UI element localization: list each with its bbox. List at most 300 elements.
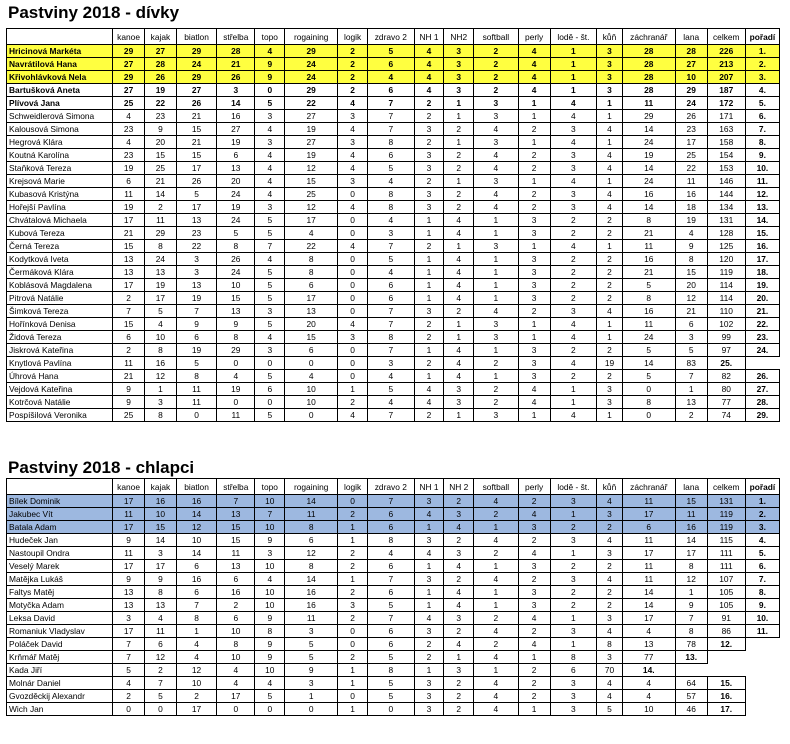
girls-score-cell: 26 bbox=[176, 175, 216, 188]
girls-score-cell: 21 bbox=[113, 227, 145, 240]
girls-score-cell: 4 bbox=[338, 149, 368, 162]
girls-score-cell: 1 bbox=[550, 58, 597, 71]
girls-score-cell: 1 bbox=[597, 331, 622, 344]
girls-score-cell: 16 bbox=[217, 110, 255, 123]
girls-score-cell: 24 bbox=[217, 266, 255, 279]
girls-rank-cell: 22. bbox=[745, 318, 779, 331]
boys-score-cell: 3 bbox=[550, 703, 597, 716]
girls-score-cell: 26 bbox=[217, 253, 255, 266]
girls-score-cell: 4 bbox=[597, 201, 622, 214]
girls-score-cell: 19 bbox=[285, 123, 338, 136]
boys-score-cell: 3 bbox=[550, 677, 597, 690]
boys-score-cell: 14 bbox=[622, 599, 675, 612]
girls-score-cell: 25 bbox=[285, 188, 338, 201]
girls-score-cell: 5 bbox=[255, 279, 285, 292]
girls-score-cell: 0 bbox=[255, 396, 285, 409]
girls-table-row bbox=[7, 292, 780, 305]
girls-score-cell: 1 bbox=[474, 214, 519, 227]
boys-score-cell: 4 bbox=[444, 599, 474, 612]
boys-score-cell: 4 bbox=[518, 508, 550, 521]
boys-table-row bbox=[7, 703, 780, 716]
boys-score-cell: 4 bbox=[217, 664, 255, 677]
boys-score-cell: 2 bbox=[444, 534, 474, 547]
boys-score-cell: 2 bbox=[414, 651, 444, 664]
girls-score-cell: 4 bbox=[518, 396, 550, 409]
girls-score-cell: 4 bbox=[597, 149, 622, 162]
girls-score-cell: 4 bbox=[444, 214, 474, 227]
girls-score-cell: 19 bbox=[145, 279, 177, 292]
boys-score-cell: 4 bbox=[474, 677, 519, 690]
boys-name-cell: Krňmář Matěj bbox=[7, 651, 113, 664]
boys-score-cell: 9 bbox=[675, 599, 707, 612]
girls-score-cell: 22 bbox=[285, 240, 338, 253]
boys-score-cell: 131 bbox=[707, 495, 745, 508]
girls-score-cell: 3 bbox=[444, 396, 474, 409]
girls-score-cell: 3 bbox=[255, 344, 285, 357]
boys-score-cell: 2 bbox=[338, 560, 368, 573]
girls-score-cell: 8 bbox=[285, 266, 338, 279]
girls-score-cell: 2 bbox=[444, 305, 474, 318]
girls-score-cell: 2 bbox=[550, 370, 597, 383]
boys-score-cell: 3 bbox=[444, 664, 474, 677]
girls-score-cell: 5 bbox=[176, 188, 216, 201]
boys-score-cell: 14 bbox=[285, 495, 338, 508]
girls-score-cell: 3 bbox=[414, 149, 444, 162]
girls-score-cell: 15 bbox=[217, 292, 255, 305]
girls-score-cell: 22 bbox=[675, 162, 707, 175]
girls-score-cell: 6 bbox=[113, 331, 145, 344]
girls-score-cell: 28 bbox=[622, 58, 675, 71]
boys-score-cell: 17 bbox=[145, 560, 177, 573]
boys-table-row bbox=[7, 677, 780, 690]
girls-score-cell: 3 bbox=[550, 149, 597, 162]
boys-score-cell: 13 bbox=[622, 638, 675, 651]
girls-score-cell: 16 bbox=[675, 188, 707, 201]
girls-score-cell: 4 bbox=[550, 136, 597, 149]
girls-score-cell: 2 bbox=[414, 136, 444, 149]
girls-score-cell: 1 bbox=[444, 331, 474, 344]
boys-score-cell: 3 bbox=[550, 495, 597, 508]
girls-score-cell: 4 bbox=[338, 318, 368, 331]
girls-score-cell: 4 bbox=[414, 58, 444, 71]
girls-score-cell: 13 bbox=[285, 305, 338, 318]
boys-score-cell: 7 bbox=[367, 612, 414, 625]
girls-score-cell: 10 bbox=[217, 279, 255, 292]
boys-score-cell: 2 bbox=[550, 599, 597, 612]
girls-rank-cell: 13. bbox=[745, 201, 779, 214]
boys-table-row bbox=[7, 495, 780, 508]
boys-score-cell: 12 bbox=[145, 651, 177, 664]
girls-score-cell: 1 bbox=[474, 344, 519, 357]
boys-score-cell: 16 bbox=[285, 599, 338, 612]
girls-score-cell: 4 bbox=[550, 357, 597, 370]
girls-score-cell: 27 bbox=[285, 110, 338, 123]
boys-score-cell: 1 bbox=[550, 638, 597, 651]
girls-score-cell: 4 bbox=[474, 188, 519, 201]
girls-score-cell: 114 bbox=[707, 279, 745, 292]
girls-score-cell: 4 bbox=[444, 344, 474, 357]
boys-score-cell: 17 bbox=[113, 625, 145, 638]
girls-name-cell: Šimková Tereza bbox=[7, 305, 113, 318]
girls-score-cell: 9 bbox=[255, 71, 285, 84]
boys-score-cell: 1 bbox=[474, 521, 519, 534]
girls-score-cell: 2 bbox=[444, 188, 474, 201]
boys-score-cell: 10 bbox=[145, 508, 177, 521]
girls-score-cell: 4 bbox=[444, 227, 474, 240]
girls-score-cell: 10 bbox=[285, 396, 338, 409]
girls-score-cell: 4 bbox=[444, 279, 474, 292]
girls-score-cell: 0 bbox=[338, 253, 368, 266]
girls-name-cell: Koblásová Magdalena bbox=[7, 279, 113, 292]
girls-score-cell: 4 bbox=[597, 162, 622, 175]
boys-score-cell: 14 bbox=[285, 573, 338, 586]
girls-score-cell: 8 bbox=[367, 188, 414, 201]
boys-col-header: záchranář bbox=[622, 479, 675, 495]
boys-name-cell: Nastoupil Ondra bbox=[7, 547, 113, 560]
boys-col-header: biatlon bbox=[176, 479, 216, 495]
girls-score-cell: 3 bbox=[255, 201, 285, 214]
boys-score-cell: 4 bbox=[176, 638, 216, 651]
boys-score-cell: 4 bbox=[474, 690, 519, 703]
girls-score-cell: 2 bbox=[444, 123, 474, 136]
girls-score-cell: 13 bbox=[176, 214, 216, 227]
boys-score-cell: 2 bbox=[518, 690, 550, 703]
girls-score-cell: 10 bbox=[285, 383, 338, 396]
boys-score-cell: 7 bbox=[367, 495, 414, 508]
boys-score-cell: 4 bbox=[255, 677, 285, 690]
girls-name-cell: Staňková Tereza bbox=[7, 162, 113, 175]
boys-score-cell: 4 bbox=[597, 625, 622, 638]
girls-score-cell: 2 bbox=[444, 149, 474, 162]
girls-score-cell: 83 bbox=[675, 357, 707, 370]
girls-score-cell: 1 bbox=[597, 240, 622, 253]
girls-score-cell: 11 bbox=[176, 396, 216, 409]
boys-score-cell: 0 bbox=[113, 703, 145, 716]
boys-score-cell: 11 bbox=[285, 508, 338, 521]
girls-score-cell: 1 bbox=[518, 331, 550, 344]
girls-score-cell: 1 bbox=[444, 175, 474, 188]
girls-score-cell: 2 bbox=[338, 71, 368, 84]
girls-score-cell: 15 bbox=[285, 331, 338, 344]
girls-score-cell: 28 bbox=[217, 45, 255, 58]
girls-score-cell: 3 bbox=[338, 110, 368, 123]
girls-score-cell: 5 bbox=[622, 279, 675, 292]
girls-score-cell: 4 bbox=[255, 175, 285, 188]
girls-score-cell: 4 bbox=[113, 110, 145, 123]
girls-score-cell: 3 bbox=[474, 318, 519, 331]
girls-score-cell: 17 bbox=[113, 214, 145, 227]
girls-score-cell: 17 bbox=[113, 279, 145, 292]
boys-score-cell: 1 bbox=[518, 703, 550, 716]
girls-score-cell: 4 bbox=[550, 175, 597, 188]
boys-score-cell: 3 bbox=[285, 625, 338, 638]
girls-score-cell: 6 bbox=[367, 292, 414, 305]
girls-score-cell: 19 bbox=[176, 344, 216, 357]
girls-score-cell: 2 bbox=[474, 383, 519, 396]
girls-score-cell: 4 bbox=[444, 370, 474, 383]
boys-score-cell: 6 bbox=[622, 521, 675, 534]
girls-score-cell: 1 bbox=[550, 84, 597, 97]
boys-score-cell: 11 bbox=[285, 612, 338, 625]
boys-score-cell: 2 bbox=[444, 625, 474, 638]
girls-score-cell: 4 bbox=[474, 123, 519, 136]
girls-rank-cell: 4. bbox=[745, 84, 779, 97]
girls-score-cell: 4 bbox=[550, 331, 597, 344]
girls-score-cell: 3 bbox=[474, 409, 519, 422]
girls-score-cell: 3 bbox=[367, 357, 414, 370]
boys-col-header: perly bbox=[518, 479, 550, 495]
girls-score-cell: 3 bbox=[444, 84, 474, 97]
girls-score-cell: 2 bbox=[518, 305, 550, 318]
girls-score-cell: 16 bbox=[145, 357, 177, 370]
boys-rank-cell: 11. bbox=[745, 625, 779, 638]
boys-score-cell: 9 bbox=[255, 534, 285, 547]
girls-score-cell: 3 bbox=[444, 383, 474, 396]
boys-col-header: kanoe bbox=[113, 479, 145, 495]
girls-score-cell: 4 bbox=[414, 383, 444, 396]
girls-score-cell: 1 bbox=[444, 240, 474, 253]
girls-table-row bbox=[7, 279, 780, 292]
boys-score-cell: 16 bbox=[176, 495, 216, 508]
girls-score-cell: 24 bbox=[217, 214, 255, 227]
girls-score-cell: 6 bbox=[285, 344, 338, 357]
girls-score-cell: 17 bbox=[285, 292, 338, 305]
girls-score-cell: 6 bbox=[285, 279, 338, 292]
girls-score-cell: 14 bbox=[622, 201, 675, 214]
girls-score-cell: 8 bbox=[675, 253, 707, 266]
girls-col-header: lana bbox=[675, 29, 707, 45]
girls-score-cell: 3 bbox=[474, 97, 519, 110]
girls-score-cell: 4 bbox=[145, 318, 177, 331]
girls-score-cell: 19 bbox=[113, 162, 145, 175]
boys-score-cell: 1 bbox=[414, 560, 444, 573]
girls-score-cell: 1 bbox=[518, 318, 550, 331]
girls-table-row bbox=[7, 162, 780, 175]
girls-score-cell: 2 bbox=[550, 253, 597, 266]
girls-table-row bbox=[7, 383, 780, 396]
girls-score-cell: 22 bbox=[176, 240, 216, 253]
girls-score-cell: 27 bbox=[675, 58, 707, 71]
girls-score-cell: 4 bbox=[474, 201, 519, 214]
boys-score-cell: 15 bbox=[217, 534, 255, 547]
boys-score-cell: 4 bbox=[255, 573, 285, 586]
girls-score-cell: 12 bbox=[675, 292, 707, 305]
girls-score-cell: 2 bbox=[550, 266, 597, 279]
girls-rank-cell: 15. bbox=[745, 227, 779, 240]
boys-score-cell: 2 bbox=[338, 508, 368, 521]
boys-col-header: střelba bbox=[217, 479, 255, 495]
girls-col-header: pořadí bbox=[745, 29, 779, 45]
girls-rank-cell: 24. bbox=[745, 344, 779, 357]
girls-score-cell: 0 bbox=[338, 292, 368, 305]
girls-score-cell: 12 bbox=[145, 370, 177, 383]
boys-score-cell: 3 bbox=[444, 547, 474, 560]
boys-score-cell: 17 bbox=[675, 547, 707, 560]
boys-rank-cell: 5. bbox=[745, 547, 779, 560]
boys-score-cell: 2 bbox=[474, 547, 519, 560]
girls-score-cell: 5 bbox=[255, 409, 285, 422]
girls-score-cell: 1 bbox=[474, 370, 519, 383]
boys-score-cell: 12 bbox=[285, 547, 338, 560]
boys-score-cell: 3 bbox=[518, 586, 550, 599]
girls-score-cell: 14 bbox=[217, 97, 255, 110]
girls-score-cell: 8 bbox=[367, 331, 414, 344]
girls-table-row bbox=[7, 344, 780, 357]
girls-score-cell: 29 bbox=[622, 110, 675, 123]
girls-score-cell: 3 bbox=[414, 305, 444, 318]
girls-score-cell: 0 bbox=[338, 266, 368, 279]
girls-section-title: Pastviny 2018 - dívky bbox=[8, 3, 180, 22]
boys-table-row bbox=[7, 625, 780, 638]
girls-score-cell: 11 bbox=[622, 97, 675, 110]
girls-score-cell: 0 bbox=[338, 370, 368, 383]
girls-score-cell: 4 bbox=[550, 110, 597, 123]
boys-score-cell: 1 bbox=[176, 625, 216, 638]
girls-score-cell: 2 bbox=[518, 149, 550, 162]
girls-score-cell: 4 bbox=[338, 240, 368, 253]
boys-score-cell: 3 bbox=[518, 521, 550, 534]
boys-score-cell: 3 bbox=[444, 612, 474, 625]
girls-score-cell: 13 bbox=[675, 396, 707, 409]
boys-score-cell: 6 bbox=[367, 508, 414, 521]
boys-score-cell: 4 bbox=[474, 534, 519, 547]
girls-score-cell: 1 bbox=[145, 383, 177, 396]
boys-score-cell: 1 bbox=[338, 521, 368, 534]
girls-score-cell: 19 bbox=[217, 383, 255, 396]
boys-score-cell: 64 bbox=[675, 677, 707, 690]
boys-score-cell: 4 bbox=[444, 586, 474, 599]
boys-score-cell: 5 bbox=[367, 651, 414, 664]
boys-score-cell: 7 bbox=[217, 495, 255, 508]
girls-score-cell: 5 bbox=[217, 227, 255, 240]
girls-score-cell: 19 bbox=[145, 84, 177, 97]
girls-score-cell: 97 bbox=[707, 344, 745, 357]
boys-score-cell: 4 bbox=[113, 677, 145, 690]
girls-name-cell: Hegrová Klára bbox=[7, 136, 113, 149]
boys-section-title: Pastviny 2018 - chlapci bbox=[8, 458, 195, 477]
girls-score-cell: 1 bbox=[597, 175, 622, 188]
girls-score-cell: 1 bbox=[597, 97, 622, 110]
girls-score-cell: 25 bbox=[113, 409, 145, 422]
boys-rank-cell: 8. bbox=[745, 586, 779, 599]
girls-score-cell: 146 bbox=[707, 175, 745, 188]
boys-score-cell: 3 bbox=[597, 612, 622, 625]
girls-table-row bbox=[7, 97, 780, 110]
girls-table-row bbox=[7, 318, 780, 331]
girls-score-cell: 2 bbox=[145, 201, 177, 214]
girls-score-cell: 1 bbox=[518, 136, 550, 149]
girls-score-cell: 7 bbox=[367, 305, 414, 318]
boys-name-cell: Wich Jan bbox=[7, 703, 113, 716]
boys-score-cell: 1 bbox=[474, 586, 519, 599]
boys-col-header: kajak bbox=[145, 479, 177, 495]
girls-score-cell: 4 bbox=[414, 84, 444, 97]
boys-score-cell: 0 bbox=[338, 495, 368, 508]
girls-score-cell: 15 bbox=[145, 149, 177, 162]
girls-score-cell: 119 bbox=[707, 266, 745, 279]
girls-score-cell: 4 bbox=[367, 396, 414, 409]
girls-name-cell: Krejsová Marie bbox=[7, 175, 113, 188]
girls-score-cell: 4 bbox=[474, 149, 519, 162]
boys-results-table bbox=[6, 478, 780, 716]
girls-score-cell: 17 bbox=[285, 214, 338, 227]
boys-score-cell: 8 bbox=[367, 534, 414, 547]
boys-score-cell: 10 bbox=[217, 625, 255, 638]
girls-score-cell: 2 bbox=[474, 84, 519, 97]
girls-score-cell: 21 bbox=[113, 370, 145, 383]
girls-name-cell: Chvátalová Michaela bbox=[7, 214, 113, 227]
boys-score-cell: 2 bbox=[176, 690, 216, 703]
boys-score-cell: 4 bbox=[518, 612, 550, 625]
girls-table-row bbox=[7, 123, 780, 136]
boys-score-cell: 4 bbox=[622, 625, 675, 638]
girls-score-cell: 2 bbox=[338, 58, 368, 71]
girls-score-cell: 15 bbox=[113, 318, 145, 331]
girls-score-cell: 9 bbox=[217, 318, 255, 331]
girls-score-cell: 7 bbox=[367, 344, 414, 357]
boys-score-cell: 4 bbox=[414, 612, 444, 625]
boys-rank-cell: 14. bbox=[622, 664, 675, 677]
boys-score-cell: 13 bbox=[217, 508, 255, 521]
boys-score-cell: 15 bbox=[145, 521, 177, 534]
girls-score-cell: 6 bbox=[217, 149, 255, 162]
girls-score-cell: 7 bbox=[367, 240, 414, 253]
boys-col-header bbox=[7, 479, 113, 495]
boys-score-cell: 10 bbox=[255, 495, 285, 508]
girls-score-cell: 110 bbox=[707, 305, 745, 318]
girls-score-cell: 4 bbox=[414, 45, 444, 58]
girls-score-cell: 3 bbox=[255, 136, 285, 149]
girls-score-cell: 2 bbox=[414, 110, 444, 123]
girls-name-cell: Černá Tereza bbox=[7, 240, 113, 253]
girls-score-cell: 5 bbox=[622, 370, 675, 383]
girls-rank-cell: 1. bbox=[745, 45, 779, 58]
girls-score-cell: 1 bbox=[675, 383, 707, 396]
girls-score-cell: 2 bbox=[414, 409, 444, 422]
girls-score-cell: 12 bbox=[285, 162, 338, 175]
girls-score-cell: 21 bbox=[622, 227, 675, 240]
girls-score-cell: 9 bbox=[255, 58, 285, 71]
girls-score-cell: 1 bbox=[414, 344, 444, 357]
girls-score-cell: 8 bbox=[176, 370, 216, 383]
girls-name-cell: Plívová Jana bbox=[7, 97, 113, 110]
girls-score-cell: 11 bbox=[113, 357, 145, 370]
girls-name-cell: Hricinová Markéta bbox=[7, 45, 113, 58]
girls-score-cell: 4 bbox=[675, 227, 707, 240]
boys-score-cell: 77 bbox=[622, 651, 675, 664]
boys-score-cell: 5 bbox=[145, 690, 177, 703]
girls-score-cell: 13 bbox=[145, 266, 177, 279]
girls-name-cell: Křivohlávková Nela bbox=[7, 71, 113, 84]
boys-score-cell: 1 bbox=[285, 690, 338, 703]
girls-score-cell: 26 bbox=[176, 97, 216, 110]
girls-score-cell: 5 bbox=[145, 305, 177, 318]
boys-score-cell: 4 bbox=[518, 638, 550, 651]
girls-score-cell: 0 bbox=[285, 357, 338, 370]
boys-score-cell: 8 bbox=[675, 625, 707, 638]
girls-score-cell: 3 bbox=[518, 227, 550, 240]
girls-score-cell: 29 bbox=[176, 45, 216, 58]
boys-score-cell: 4 bbox=[474, 495, 519, 508]
girls-score-cell: 4 bbox=[367, 370, 414, 383]
girls-score-cell: 4 bbox=[474, 305, 519, 318]
girls-rank-cell: 21. bbox=[745, 305, 779, 318]
boys-score-cell: 7 bbox=[255, 508, 285, 521]
girls-score-cell: 3 bbox=[474, 110, 519, 123]
boys-col-header: lana bbox=[675, 479, 707, 495]
girls-score-cell: 8 bbox=[622, 214, 675, 227]
girls-score-cell: 4 bbox=[444, 357, 474, 370]
